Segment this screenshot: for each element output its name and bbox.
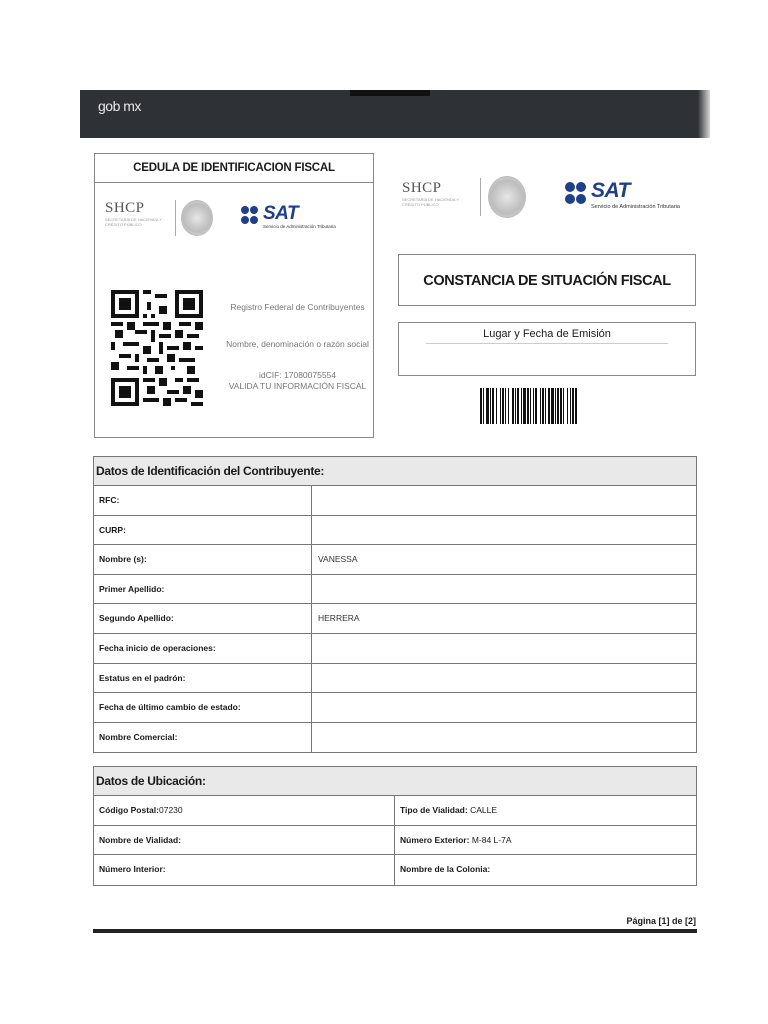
ubicacion-table [93,766,697,886]
row-label: Nombre Comercial: [94,723,312,753]
header-notch [350,90,430,96]
ubicacion-cell [395,855,696,885]
idcif-caption: idCIF: 17080075554 [258,370,337,380]
logo-separator [480,178,481,216]
ubicacion-title: Datos de Ubicación: [94,767,696,796]
sat-logo-subtitle: Servicio de Administración Tributaria [591,204,680,210]
cell-value: 07230 [158,805,183,815]
gob-mx-header [80,90,710,138]
row-value [312,664,696,693]
cedula-card [94,153,374,438]
table-row [94,486,696,516]
table-row [94,545,696,575]
header-edge-right [698,90,710,138]
shcp-logo-text: SHCP [402,180,442,196]
row-label: Fecha de último cambio de estado: [94,693,312,722]
ubicacion-cell [94,826,395,855]
sat-logo-subtitle: Servicio de Administración Tributaria [263,224,336,229]
sat-logo-text: SAT [263,203,299,224]
sat-dots-icon [241,206,261,228]
cedula-title: CEDULA DE IDENTIFICACION FISCAL [95,154,373,183]
ubicacion-cell [395,826,696,855]
table-row [94,855,696,885]
identificacion-table [93,456,697,753]
constancia-title: CONSTANCIA DE SITUACIÓN FISCAL [398,254,696,306]
nombre-caption: Nombre, denominación o razón social [226,339,369,349]
cedula-logos [95,194,373,244]
row-label: Fecha inicio de operaciones: [94,634,312,663]
table-row [94,664,696,694]
row-label: Primer Apellido: [94,575,312,604]
cell-label: Nombre de Vialidad: [99,834,182,845]
table-row [94,826,696,856]
shcp-logo-subtitle: SECRETARÍA DE HACIENDA Y CRÉDITO PÚBLICO [402,197,459,207]
row-value [312,693,696,722]
mexico-seal-icon [488,176,526,218]
shcp-logo-subtitle: SECRETARÍA DE HACIENDA Y CRÉDITO PÚBLICO [105,217,162,227]
qr-info [225,302,370,392]
identificacion-title: Datos de Identificación del Contribuyente: [94,457,696,486]
lugar-fecha-label: Lugar y Fecha de Emisión [426,328,669,344]
row-value [312,516,696,545]
table-row [94,634,696,664]
gob-mx-logo[interactable]: gob mx [98,98,141,114]
row-label: Estatus en el padrón: [94,664,312,693]
row-value [312,723,696,753]
cell-label: Tipo de Vialidad: [400,805,468,815]
mexico-seal-icon [181,200,213,236]
table-row [94,723,696,753]
cell-label: Código Postal: [99,805,159,815]
qr-code-icon[interactable] [111,289,203,407]
table-row [94,516,696,546]
ubicacion-cell [94,796,395,825]
footer-divider [93,929,697,933]
lugar-fecha-box [398,322,696,376]
ubicacion-cell [94,855,395,885]
table-row [94,796,696,826]
table-row [94,575,696,605]
shcp-logo-right [402,180,472,207]
row-value [312,575,696,604]
row-label: Nombre (s): [94,545,312,574]
valida-caption[interactable]: VALIDA TU INFORMACIÓN FISCAL [228,381,367,391]
shcp-logo-text: SHCP [105,200,145,216]
shcp-logo [105,200,165,227]
sat-dots-icon [565,182,585,204]
row-value: HERRERA [318,613,360,624]
cell-label: Número Exterior: [400,834,470,845]
table-row [94,693,696,723]
cell-value: M-84 L-7A [471,834,512,845]
row-label: Segundo Apellido: [94,604,312,633]
table-row [94,604,696,634]
row-label: RFC: [94,486,312,515]
sat-logo-text: SAT [591,179,630,202]
cell-label: Nombre de la Colonia: [400,864,491,874]
logo-separator [175,200,176,236]
row-value [312,486,696,515]
cell-value: CALLE [470,805,498,815]
cell-label: Número Interior: [99,864,166,874]
row-value [312,634,696,663]
rfc-caption: Registro Federal de Contribuyentes [230,302,365,312]
row-label: CURP: [94,516,312,545]
ubicacion-cell [395,796,696,825]
row-value: VANESSA [318,554,358,565]
barcode-icon [480,388,612,424]
page-number: Página [1] de [2] [626,916,696,926]
